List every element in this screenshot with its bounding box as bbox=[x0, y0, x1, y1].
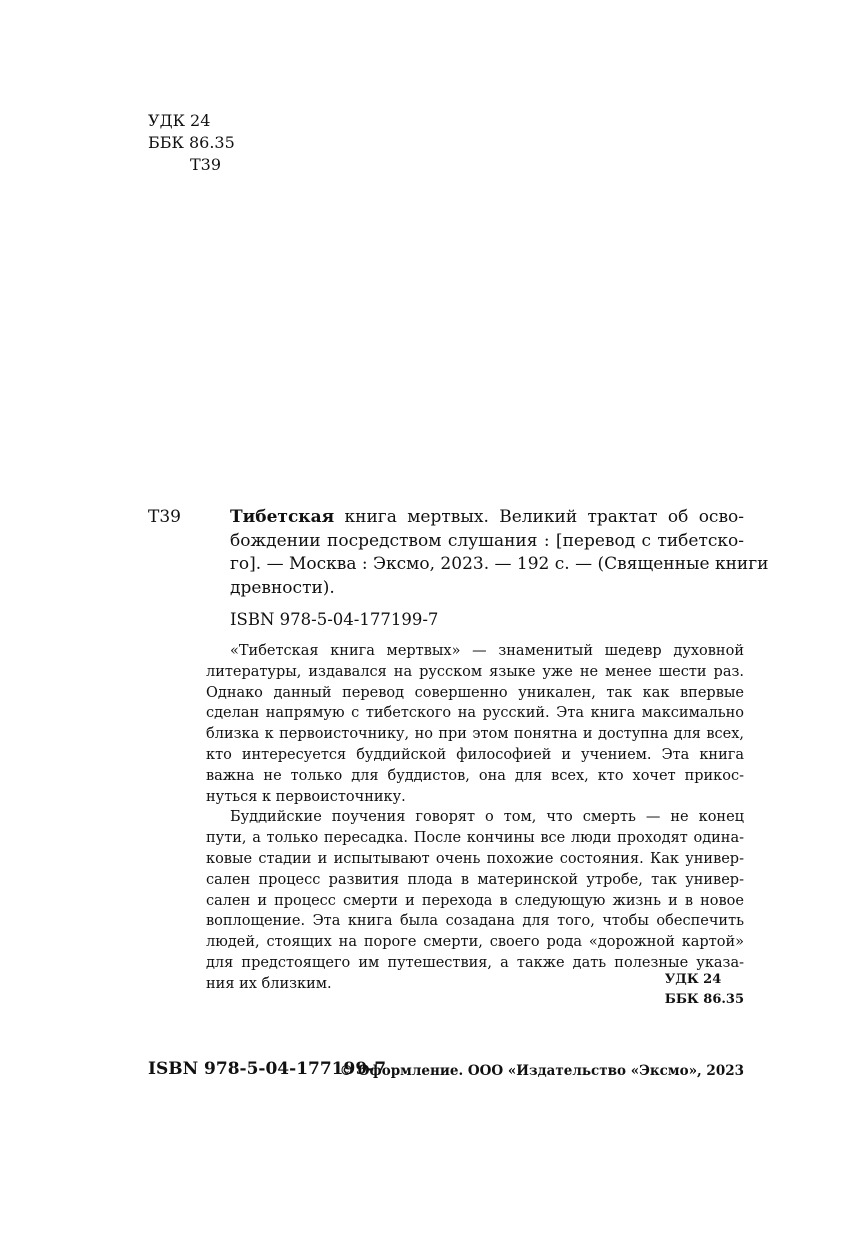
footer-isbn: ISBN 978-5-04-177199-7 bbox=[148, 1059, 387, 1079]
bbk-code: ББК 86.35 bbox=[148, 133, 235, 152]
annotation bbox=[206, 641, 744, 995]
annotation-line: сален процесс развития плода в материнской утробе, так универ- bbox=[206, 871, 744, 888]
annotation-line: ния их близким. bbox=[206, 975, 332, 992]
bottom-bbk: ББК 86.35 bbox=[664, 992, 744, 1007]
header-classification bbox=[148, 110, 235, 176]
bottom-classification bbox=[665, 970, 744, 1010]
annotation-line: близка к первоисточнику, но при этом понятна и доступна для всех, bbox=[206, 726, 744, 743]
bottom-udk: УДК 24 bbox=[664, 972, 722, 987]
entry-line-4: древности). bbox=[230, 577, 335, 598]
annotation-line: сделан напрямую с тибетского на русский. Эта книга максимально bbox=[206, 705, 744, 722]
annotation-line: нуться к первоисточнику. bbox=[206, 788, 406, 805]
entry-line-1 bbox=[230, 506, 744, 530]
annotation-line: пути, а только пересадка. После кончины все люди проходят одина- bbox=[206, 830, 744, 847]
footer-copyright: © Оформление. ООО «Издательство «Эксмо», 2023 bbox=[339, 1063, 744, 1079]
annotation-line: Буддийские поучения говорят о том, что смерть — не конец bbox=[230, 809, 744, 826]
entry-line-1-rest: книга мертвых. Великий трактат об осво- bbox=[334, 507, 744, 527]
annotation-line: Однако данный перевод совершенно уникален, так как впервые bbox=[206, 684, 744, 701]
annotation-line: кто интересуется буддийской философией и учением. Эта книга bbox=[206, 746, 744, 763]
annotation-line: людей, стоящих на пороге смерти, своего рода «дорожной картой» bbox=[206, 934, 744, 951]
annotation-line: для предстоящего им путешествия, а также дать полезные указа- bbox=[206, 954, 744, 971]
entry-line-2: бождении посредством слушания : [перевод с тибетско- bbox=[230, 530, 744, 551]
annotation-line: сален и процесс смерти и перехода в следующую жизнь и в новое bbox=[206, 892, 744, 909]
entry-isbn: ISBN 978-5-04-177199-7 bbox=[230, 610, 439, 629]
annotation-line: литературы, издавался на русском языке уже не менее шести раз. bbox=[206, 663, 744, 680]
annotation-line: воплощение. Эта книга была созадана для того, чтобы обеспечить bbox=[206, 913, 744, 930]
annotation-line: ковые стадии и испытывают очень похожие состояния. Как универ- bbox=[206, 850, 744, 867]
bibliographic-entry bbox=[230, 506, 769, 600]
entry-title-bold: Тибетская bbox=[230, 507, 335, 527]
udk-code: УДК 24 bbox=[148, 111, 211, 130]
entry-author-mark: Т39 bbox=[148, 507, 181, 527]
annotation-line: «Тибетская книга мертвых» — знаменитый шедевр духовной bbox=[230, 643, 744, 659]
entry-line-3: го]. — Москва : Эксмо, 2023. — 192 с. — (Священные книги bbox=[230, 554, 769, 574]
author-mark: Т39 bbox=[190, 155, 222, 174]
annotation-line: важна не только для буддистов, она для всех, кто хочет прикос- bbox=[206, 767, 744, 784]
